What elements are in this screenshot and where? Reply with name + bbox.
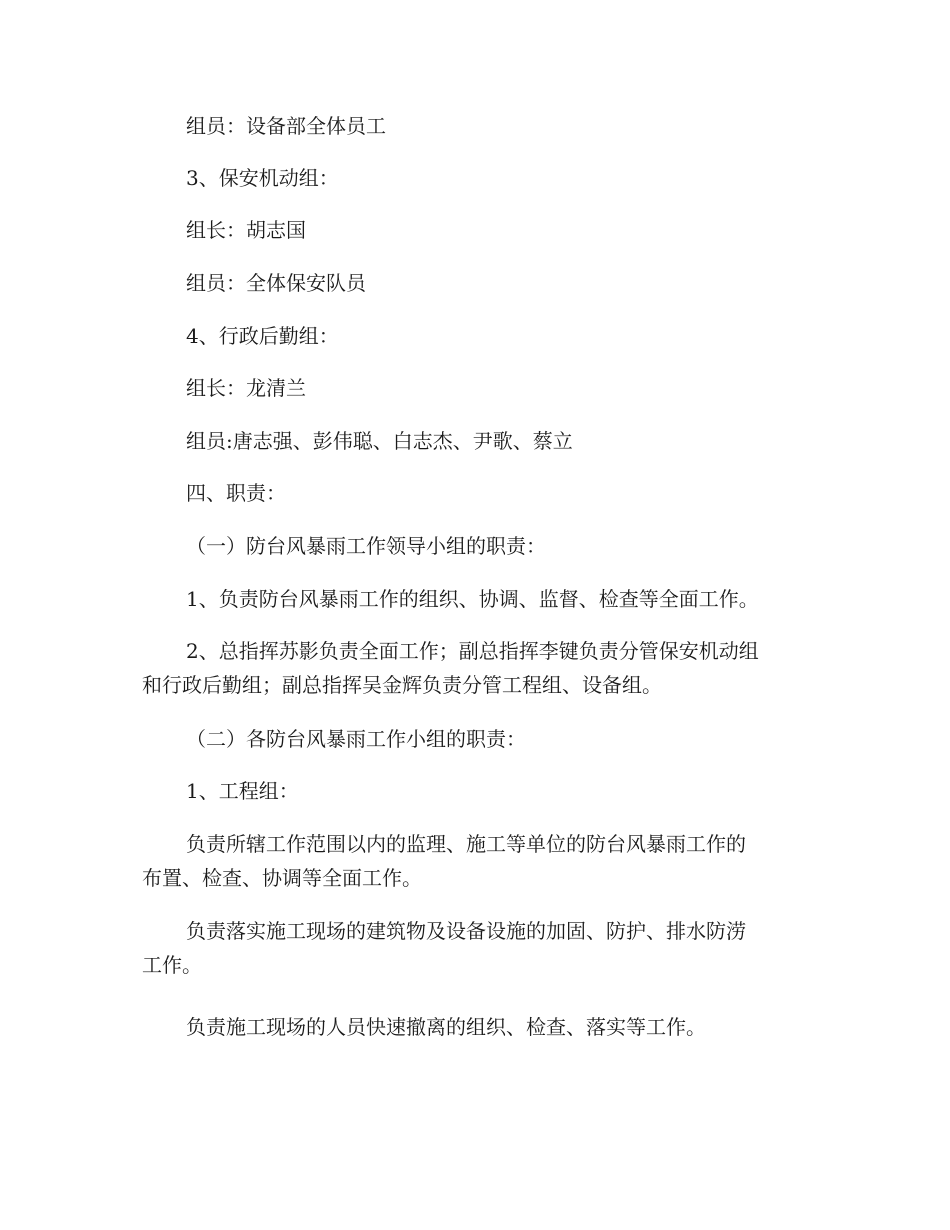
- paragraph-member-security: 组员：全体保安队员: [186, 271, 366, 295]
- heading-engineering-group: 1、工程组：: [186, 779, 299, 803]
- paragraph-leader-security: 组长：胡志国: [186, 218, 306, 242]
- heading-security-group: 3、保安机动组：: [186, 166, 339, 190]
- heading-duties: 四、职责：: [186, 481, 286, 505]
- paragraph-leader-admin: 组长：龙清兰: [186, 376, 306, 400]
- heading-subgroup-duties: （二）各防台风暴雨工作小组的职责：: [186, 727, 526, 751]
- paragraph-duty-2: 2、总指挥苏影负责全面工作；副总指挥李键负责分管保安机动组 和行政后勤组；副总指挥吴金辉负责分管工程组、设备组。: [142, 639, 759, 697]
- heading-admin-group: 4、行政后勤组：: [186, 324, 339, 348]
- paragraph-engineering-duty-2: 负责落实施工现场的建筑物及设备设施的加固、防护、排水防涝 工作。: [142, 919, 746, 977]
- heading-leadership-duties: （一）防台风暴雨工作领导小组的职责：: [186, 534, 546, 558]
- paragraph-member-equipment: 组员：设备部全体员工: [186, 114, 386, 138]
- paragraph-member-admin: 组员:唐志强、彭伟聪、白志杰、尹歌、蔡立: [186, 429, 573, 453]
- paragraph-duty-1: 1、负责防台风暴雨工作的组织、协调、监督、检查等全面工作。: [186, 587, 759, 611]
- paragraph-engineering-duty-3: 负责施工现场的人员快速撤离的组织、检查、落实等工作。: [186, 1015, 706, 1039]
- paragraph-engineering-duty-1: 负责所辖工作范围以内的监理、施工等单位的防台风暴雨工作的 布置、检查、协调等全面工作。: [142, 832, 746, 890]
